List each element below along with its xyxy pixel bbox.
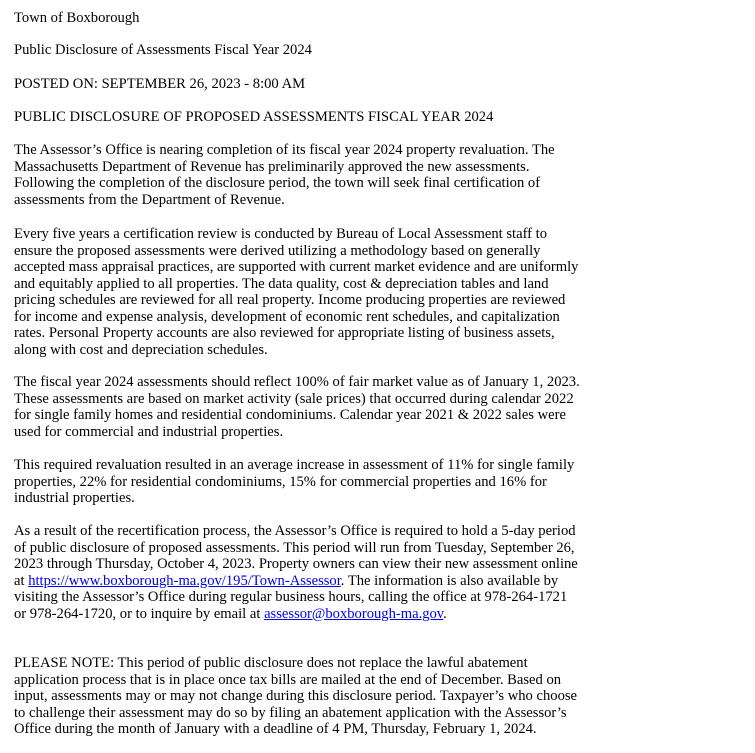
text-fragment: . The information is also available by [340, 572, 559, 589]
text-line-with-link [14, 606, 604, 623]
text-line: The Assessor’s Office is nearing completion of its fiscal year 2024 property revaluation. The [14, 142, 555, 158]
text-line: rates. Personal Property accounts are also reviewed for appropriate listing of business assets, [14, 325, 555, 341]
text-fragment: or 978-264-1720, or to inquire by email at [14, 605, 265, 622]
text-line: These assessments are based on market activity (sale prices) that occurred during calendar 2022 [14, 390, 574, 407]
document-title: Public Disclosure of Assessments Fiscal Year 2024 [14, 42, 312, 58]
paragraph-assessment-increase [14, 457, 604, 507]
text-line: and equitably applied to all properties. The data quality, cost & depreciation tables and land [14, 275, 549, 292]
paragraph-market-value [14, 374, 604, 440]
text-line: of public disclosure of proposed assessments. This period will run from Tuesday, September 26, [14, 539, 575, 556]
section-heading: PUBLIC DISCLOSURE OF PROPOSED ASSESSMENTS FISCAL YEAR 2024 [14, 109, 494, 125]
text-line: properties, 22% for residential condominiums, 15% for commercial properties and 16% for [14, 473, 547, 490]
text-line: accepted mass appraisal practices, are supported with current market evidence and are uniformly [14, 259, 579, 275]
text-line: for single family homes and residential condominiums. Calendar year 2021 & 2022 sales were [14, 407, 566, 423]
paragraph-certification-review [14, 226, 604, 358]
text-line-with-link [14, 573, 604, 590]
text-line: The fiscal year 2024 assessments should reflect 100% of fair market value as of January 1, 2023. [14, 374, 580, 390]
assessor-website-link[interactable]: https://www.boxborough-ma.gov/195/Town-Assessor [28, 572, 341, 589]
text-line: 2023 through Thursday, October 4, 2023. Property owners can view their new assessment online [14, 556, 578, 572]
text-fragment: at [14, 572, 29, 589]
assessor-email-link[interactable]: assessor@boxborough-ma.gov [264, 605, 444, 622]
text-line: pricing schedules are reviewed for all real property. Income producing properties are reviewed [14, 292, 566, 308]
text-line: Every five years a certification review is conducted by Bureau of Local Assessment staff to [14, 226, 548, 242]
text-line: industrial properties. [14, 490, 135, 506]
text-line: Massachusetts Department of Revenue has preliminarily approved the new assessments. [14, 158, 530, 175]
text-line: assessments from the Department of Revenue. [14, 191, 285, 208]
text-line: visiting the Assessor’s Office during regular business hours, calling the office at 978-264-1721 [14, 589, 568, 605]
text-line: input, assessments may or may not change during this disclosure period. Taxpayer’s who choose [14, 688, 578, 704]
paragraph-revaluation-intro [14, 142, 604, 208]
text-line: ensure the proposed assessments were derived utilizing a methodology based on generally [14, 242, 541, 259]
text-line: used for commercial and industrial properties. [14, 423, 284, 440]
paragraph-disclosure-period [14, 523, 604, 622]
text-line: Following the completion of the disclosure period, the town will seek final certification of [14, 175, 541, 191]
posted-date: POSTED ON: SEPTEMBER 26, 2023 - 8:00 AM [14, 76, 306, 92]
text-line: application process that is in place once tax bills are mailed at the end of December. Based on [14, 671, 562, 688]
text-line: Office during the month of January with a deadline of 4 PM, Thursday, February 1, 2024. [14, 721, 537, 737]
text-fragment: . [443, 605, 447, 622]
text-line: for income and expense analysis, development of economic rent schedules, and capitalization [14, 308, 560, 325]
text-line: As a result of the recertification process, the Assessor’s Office is required to hold a 5-day period [14, 523, 576, 539]
town-name: Town of Boxborough [14, 10, 140, 26]
paragraph-please-note [14, 655, 604, 738]
text-line: along with cost and depreciation schedules. [14, 341, 268, 358]
text-line: PLEASE NOTE: This period of public disclosure does not replace the lawful abatement [14, 655, 528, 671]
text-line: to challenge their assessment may do so by filing an abatement application with the Assessor’s [14, 704, 567, 721]
text-line: This required revaluation resulted in an average increase in assessment of 11% for single family [14, 457, 575, 473]
